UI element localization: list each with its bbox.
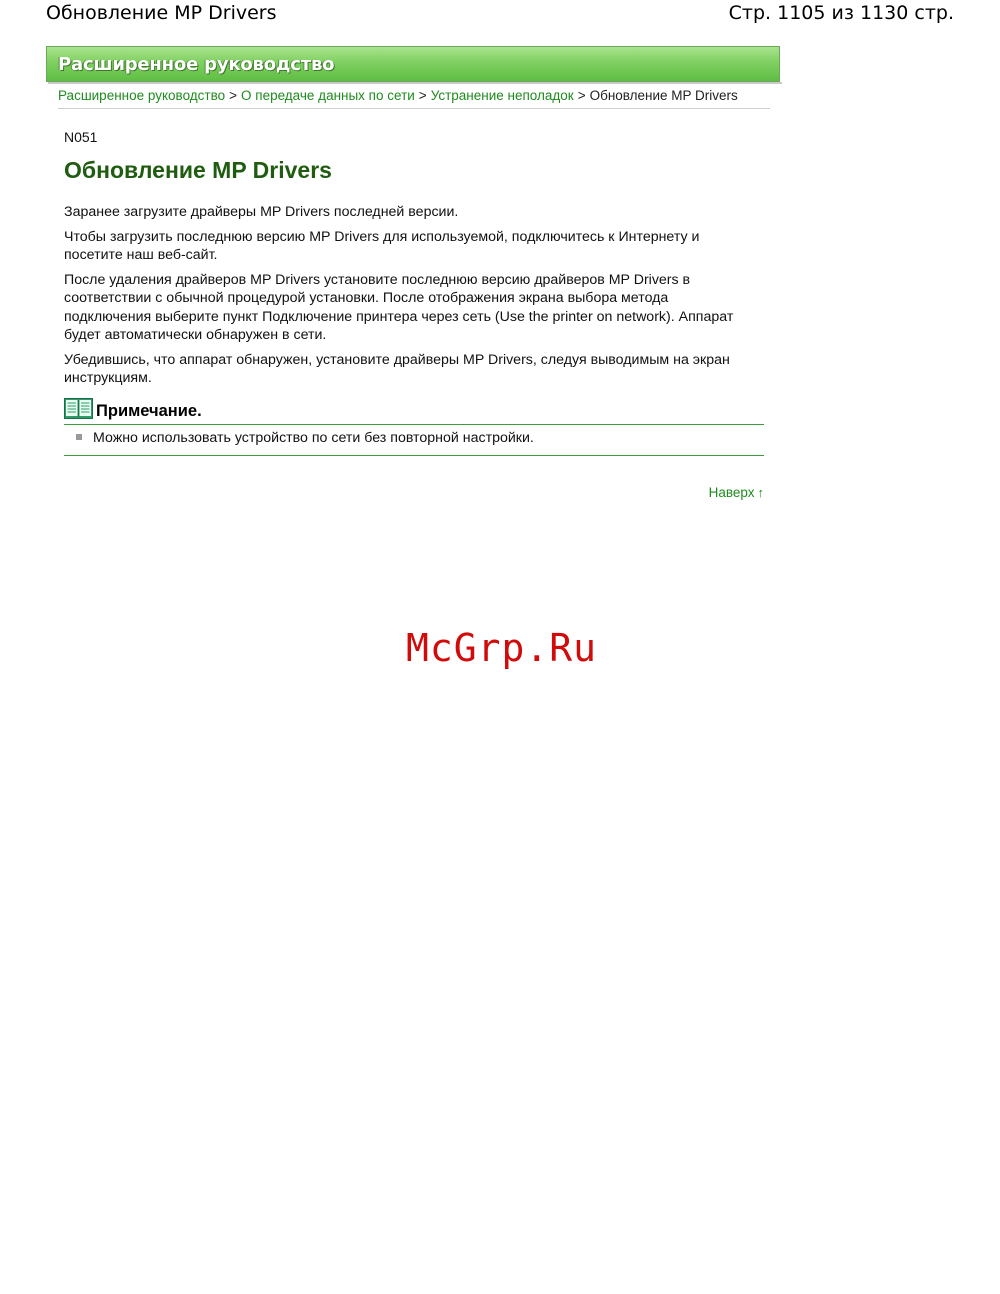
body-text — [64, 203, 744, 394]
breadcrumb-link-advanced-guide[interactable]: Расширенное руководство — [58, 88, 226, 103]
bullet-icon — [76, 434, 82, 440]
paragraph: Убедившись, что аппарат обнаружен, установите драйверы MP Drivers, следуя выводимым на экран инструкциям. — [64, 351, 730, 386]
page-number: Стр. 1105 из 1130 стр. — [728, 2, 954, 24]
breadcrumb-current: Обновление MP Drivers — [589, 88, 738, 103]
breadcrumb — [58, 88, 770, 109]
banner-text: Расширенное руководство — [58, 54, 335, 75]
doc-code: N051 — [64, 129, 98, 145]
note-header — [64, 398, 764, 425]
banner-shadow — [48, 82, 782, 84]
back-to-top — [709, 485, 764, 500]
note-label: Примечание. — [96, 402, 202, 420]
breadcrumb-link-troubleshooting[interactable]: Устранение неполадок — [430, 88, 574, 103]
watermark: McGrp.Ru — [406, 626, 598, 670]
back-to-top-link[interactable]: Наверх — [708, 485, 755, 500]
section-banner — [46, 46, 780, 82]
paragraph: Чтобы загрузить последнюю версию MP Drivers для используемой, подключитесь к Интернету и посетите наш веб-сайт. — [64, 228, 700, 263]
page-header — [46, 2, 954, 26]
page-title: Обновление MP Drivers — [64, 157, 332, 183]
breadcrumb-separator: > — [229, 88, 238, 103]
book-icon — [64, 398, 93, 419]
breadcrumb-link-network[interactable]: О передаче данных по сети — [241, 88, 415, 103]
note-item — [64, 425, 764, 456]
paragraph: После удаления драйверов MP Drivers установите последнюю версию драйверов MP Drivers в соответствии с обычной процедурой установки. После отображения экрана выбора метода подключения выберите пункт Подключение принтера через сеть (Use the printer on network). Аппарат будет автоматически обнаружен в сети. — [64, 271, 734, 343]
note-item-text: Можно использовать устройство по сети без повторной настройки. — [93, 430, 534, 446]
paragraph: Заранее загрузите драйверы MP Drivers последней версии. — [64, 204, 459, 220]
page-header-title: Обновление MP Drivers — [46, 2, 277, 24]
breadcrumb-separator: > — [418, 88, 427, 103]
breadcrumb-separator: > — [577, 88, 586, 103]
note-box — [64, 398, 764, 456]
arrow-up-icon[interactable]: ↑ — [757, 485, 764, 500]
